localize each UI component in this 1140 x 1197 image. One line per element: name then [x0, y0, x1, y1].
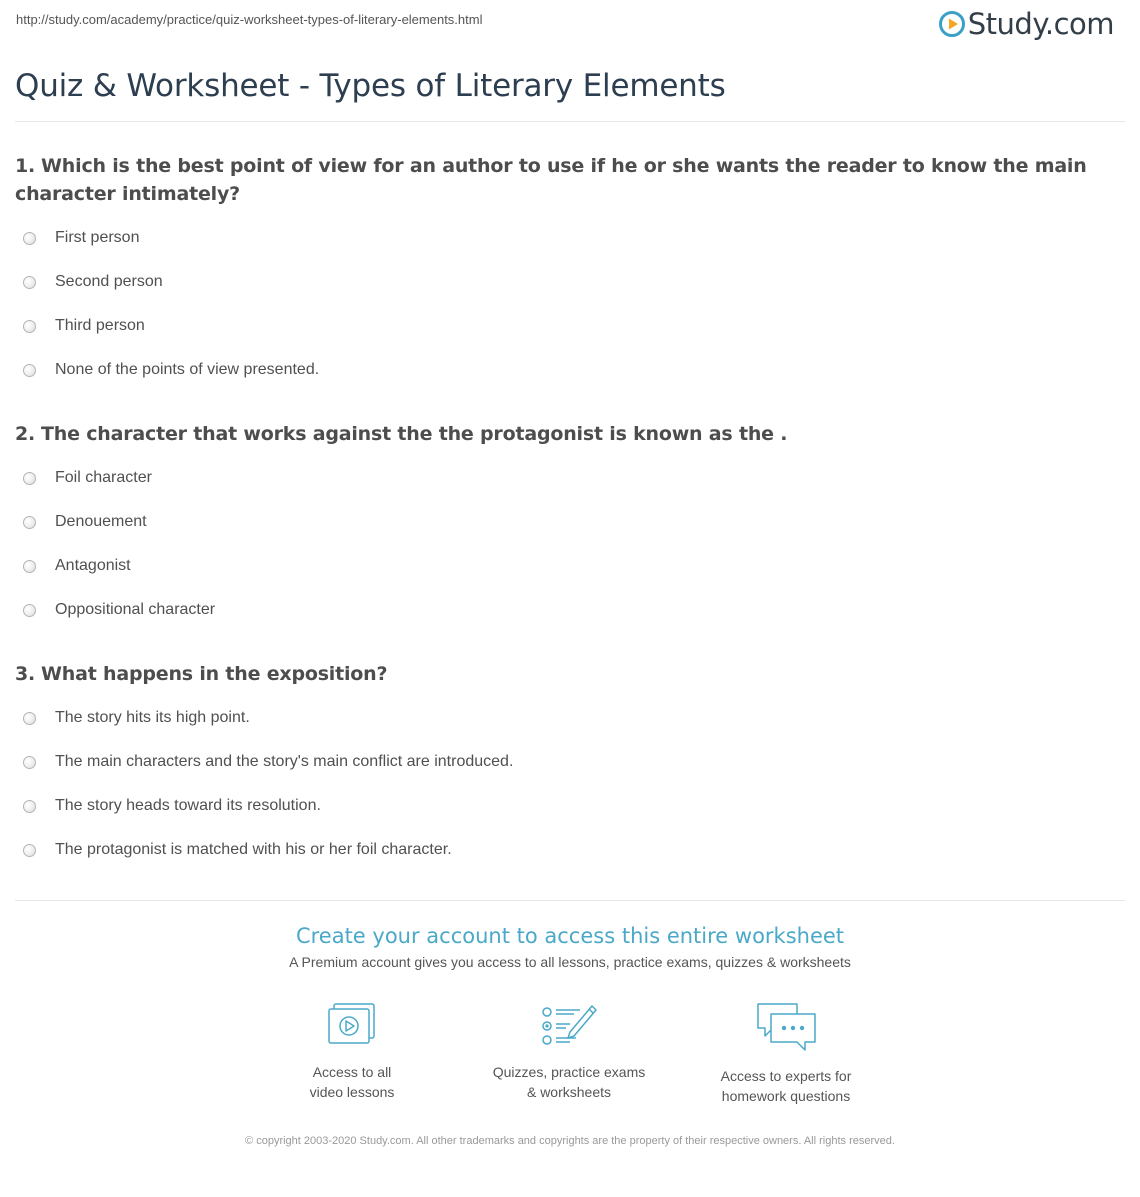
answer-label: Second person — [55, 273, 163, 290]
question-number: 2. — [15, 423, 36, 445]
radio-button[interactable] — [23, 276, 36, 289]
quiz-checklist-icon — [540, 1000, 598, 1048]
answer-option[interactable] — [15, 828, 1120, 872]
radio-button[interactable] — [23, 756, 36, 769]
answer-option[interactable] — [15, 740, 1120, 784]
answer-label: The protagonist is matched with his or her foil character. — [55, 841, 452, 858]
feature-label: Access to experts for homework questions — [720, 1068, 852, 1104]
radio-button[interactable] — [23, 516, 36, 529]
feature-quizzes — [469, 1000, 669, 1102]
question-text — [15, 420, 1120, 448]
radio-button[interactable] — [23, 604, 36, 617]
answer-option[interactable] — [15, 784, 1120, 828]
radio-button[interactable] — [23, 320, 36, 333]
radio-button[interactable] — [23, 472, 36, 485]
answer-option[interactable] — [15, 260, 1120, 304]
feature-video-lessons — [252, 1000, 452, 1102]
question-body: Which is the best point of view for an author to use if he or she wants the reader to know the main character intimately? — [15, 155, 1087, 205]
answer-option[interactable] — [15, 348, 1120, 392]
answer-option[interactable] — [15, 696, 1120, 740]
answer-option[interactable] — [15, 304, 1120, 348]
question-body: The character that works against the the protagonist is known as the . — [41, 423, 788, 445]
question-text — [15, 152, 1120, 208]
feature-experts — [686, 1000, 886, 1106]
divider — [15, 900, 1125, 901]
answer-label: Foil character — [55, 469, 152, 486]
answer-option[interactable] — [15, 588, 1120, 632]
divider — [15, 121, 1125, 122]
answer-list — [15, 216, 1120, 392]
feature-label: Access to all video lessons — [309, 1064, 395, 1100]
answer-option[interactable] — [15, 500, 1120, 544]
answer-label: Denouement — [55, 513, 147, 530]
radio-button[interactable] — [23, 844, 36, 857]
question-number: 3. — [15, 663, 36, 685]
create-account-link[interactable]: Create your account to access this entire worksheet — [295, 924, 845, 948]
question-2 — [15, 420, 1120, 632]
question-1 — [15, 152, 1120, 392]
radio-button[interactable] — [23, 712, 36, 725]
answer-label: None of the points of view presented. — [55, 361, 320, 378]
answer-label: The main characters and the story's main conflict are introduced. — [55, 753, 514, 770]
answer-label: Third person — [55, 317, 145, 334]
answer-label: The story hits its high point. — [55, 709, 250, 726]
answer-label: Oppositional character — [55, 601, 216, 618]
answer-list — [15, 696, 1120, 872]
copyright-notice: © copyright 2003-2020 Study.com. All other trademarks and copyrights are the property of their respective owners. All rights reserved. — [245, 1135, 895, 1147]
logo-text: Study.com — [967, 7, 1114, 41]
page-url: http://study.com/academy/practice/quiz-worksheet-types-of-literary-elements.html — [16, 12, 483, 27]
answer-label: The story heads toward its resolution. — [55, 797, 321, 814]
study-logo[interactable] — [939, 6, 1114, 42]
answer-list — [15, 456, 1120, 632]
radio-button[interactable] — [23, 560, 36, 573]
radio-button[interactable] — [23, 364, 36, 377]
answer-label: First person — [55, 229, 140, 246]
answer-label: Antagonist — [55, 557, 131, 574]
page-title: Quiz & Worksheet - Types of Literary Elements — [15, 68, 726, 104]
answer-option[interactable] — [15, 216, 1120, 260]
radio-button[interactable] — [23, 232, 36, 245]
play-circle-logo-icon — [939, 11, 965, 37]
question-3 — [15, 660, 1120, 872]
video-lessons-icon — [326, 1000, 378, 1048]
radio-button[interactable] — [23, 800, 36, 813]
answer-option[interactable] — [15, 456, 1120, 500]
chat-bubbles-icon — [753, 1000, 819, 1052]
feature-label: Quizzes, practice exams & worksheets — [492, 1064, 646, 1100]
question-number: 1. — [15, 155, 36, 177]
answer-option[interactable] — [15, 544, 1120, 588]
question-body: What happens in the exposition? — [41, 663, 388, 685]
cta-subtitle: A Premium account gives you access to all lessons, practice exams, quizzes & worksheets — [289, 954, 851, 970]
question-text — [15, 660, 1120, 688]
